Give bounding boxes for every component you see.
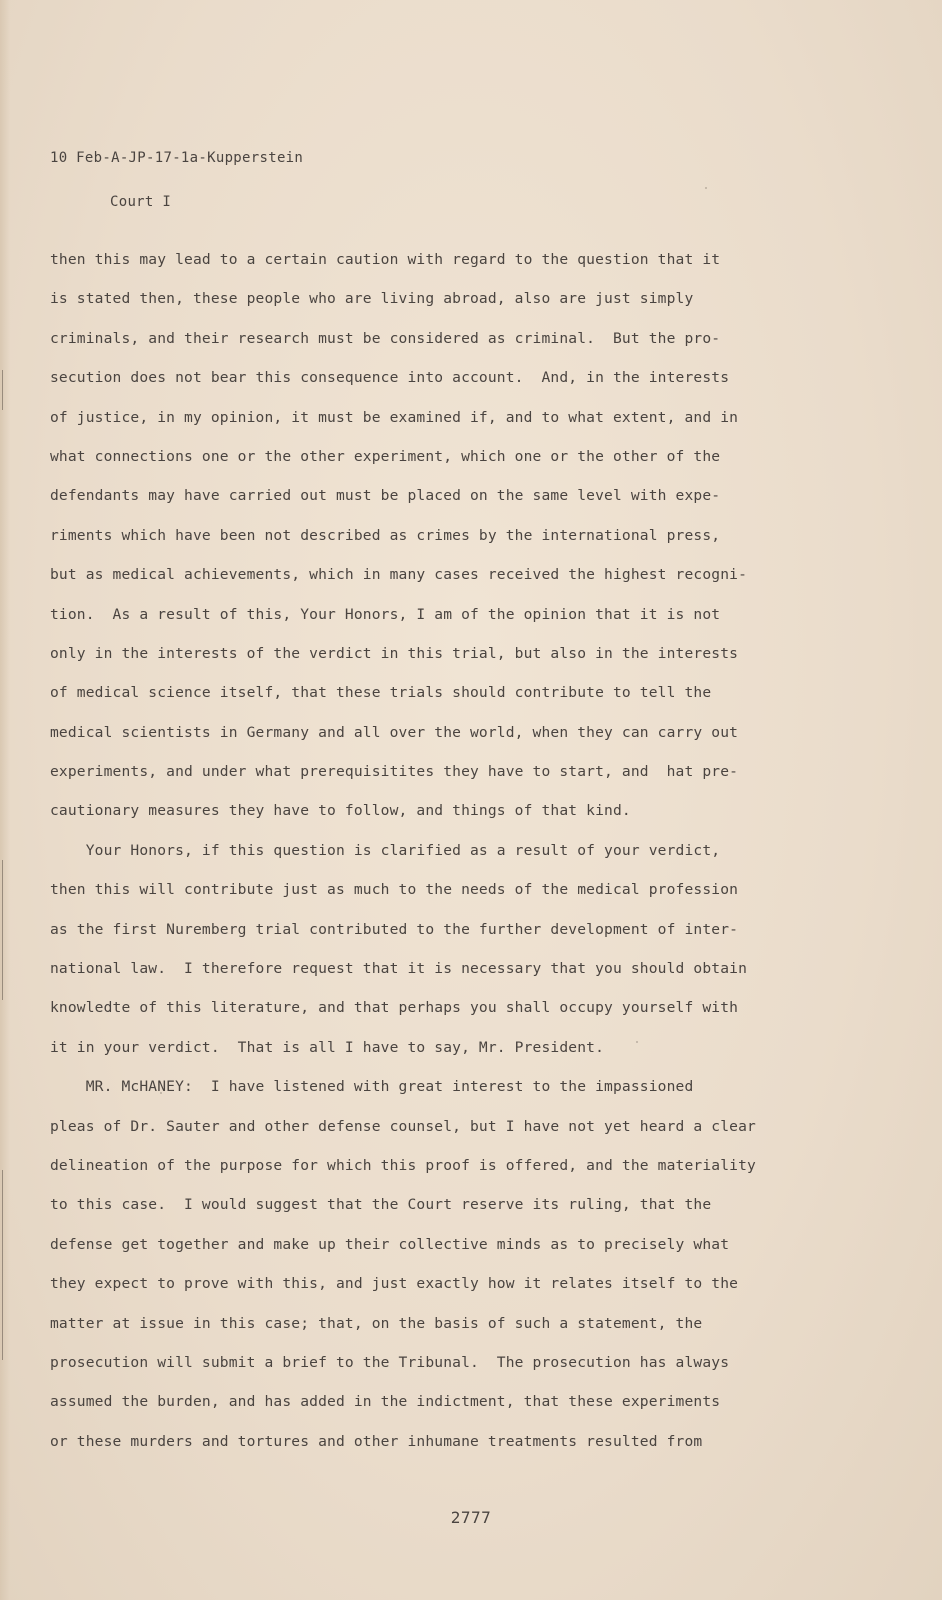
text-line: then this may lead to a certain caution with regard to the question that it <box>50 251 721 268</box>
text-line: matter at issue in this case; that, on the basis of such a statement, the <box>50 1314 703 1332</box>
edge-mark <box>2 370 3 410</box>
text-line: they expect to prove with this, and just exactly how it relates itself to the <box>50 1275 739 1293</box>
page-left-edge-shadow <box>0 0 10 1600</box>
text-line: what connections one or the other experiment, which one or the other of the <box>50 447 721 465</box>
text-line: defendants may have carried out must be placed on the same level with expe- <box>50 487 721 505</box>
text-line: national law. I therefore request that it is necessary that you should obtain <box>50 960 748 978</box>
text-line: criminals, and their research must be considered as criminal. But the pro- <box>50 329 721 347</box>
text-line: or these murders and tortures and other inhumane treatments resulted from <box>50 1432 703 1450</box>
text-line: knowledte of this literature, and that perhaps you shall occupy yourself with <box>50 999 739 1017</box>
text-line: is stated then, these people who are living abroad, also are just simply <box>50 290 694 308</box>
text-line: delineation of the purpose for which this proof is offered, and the materiality <box>50 1156 756 1174</box>
text-line: assumed the burden, and has added in the indictment, that these experiments <box>50 1393 721 1411</box>
text-line: as the first Nuremberg trial contributed to the further development of inter- <box>50 920 739 938</box>
text-line: of medical science itself, that these trials should contribute to tell the <box>50 684 712 702</box>
text-line: of justice, in my opinion, it must be examined if, and to what extent, and in <box>50 408 739 426</box>
text-line: experiments, and under what prerequisitites they have to start, and hat pre- <box>50 763 739 781</box>
text-line: prosecution will submit a brief to the Tribunal. The prosecution has always <box>50 1353 730 1371</box>
page-number: 2777 <box>450 1508 492 1527</box>
edge-mark <box>2 1170 3 1360</box>
text-line: then this will contribute just as much to the needs of the medical profession <box>50 881 739 899</box>
paper-speck <box>705 187 707 189</box>
text-line: only in the interests of the verdict in this trial, but also in the interests <box>50 644 739 662</box>
text-line: defense get together and make up their collective minds as to precisely what <box>50 1235 730 1253</box>
text-line: cautionary measures they have to follow, and things of that kind. <box>50 802 631 820</box>
text-line: Your Honors, if this question is clarified as a result of your verdict, <box>50 841 721 859</box>
text-line: MR. McHANEY: I have listened with great interest to the impassioned <box>50 1078 694 1096</box>
text-line: tion. As a result of this, Your Honors, I am of the opinion that it is not <box>50 605 721 623</box>
text-line: it in your verdict. That is all I have to say, Mr. President. <box>50 1038 605 1056</box>
text-line: pleas of Dr. Sauter and other defense counsel, but I have not yet heard a clear <box>50 1117 756 1135</box>
transcript-body <box>50 250 870 1471</box>
text-line: riments which have been not described as crimes by the international press, <box>50 526 721 544</box>
text-line: to this case. I would suggest that the Court reserve its ruling, that the <box>50 1196 712 1214</box>
text-line: but as medical achievements, which in many cases received the highest recogni- <box>50 566 748 584</box>
text-line: medical scientists in Germany and all over the world, when they can carry out <box>50 723 739 741</box>
edge-mark <box>2 860 3 1000</box>
court-label: Court I <box>110 194 172 210</box>
document-id: 10 Feb-A-JP-17-1a-Kupperstein <box>50 150 304 166</box>
text-line: secution does not bear this consequence into account. And, in the interests <box>50 369 730 387</box>
